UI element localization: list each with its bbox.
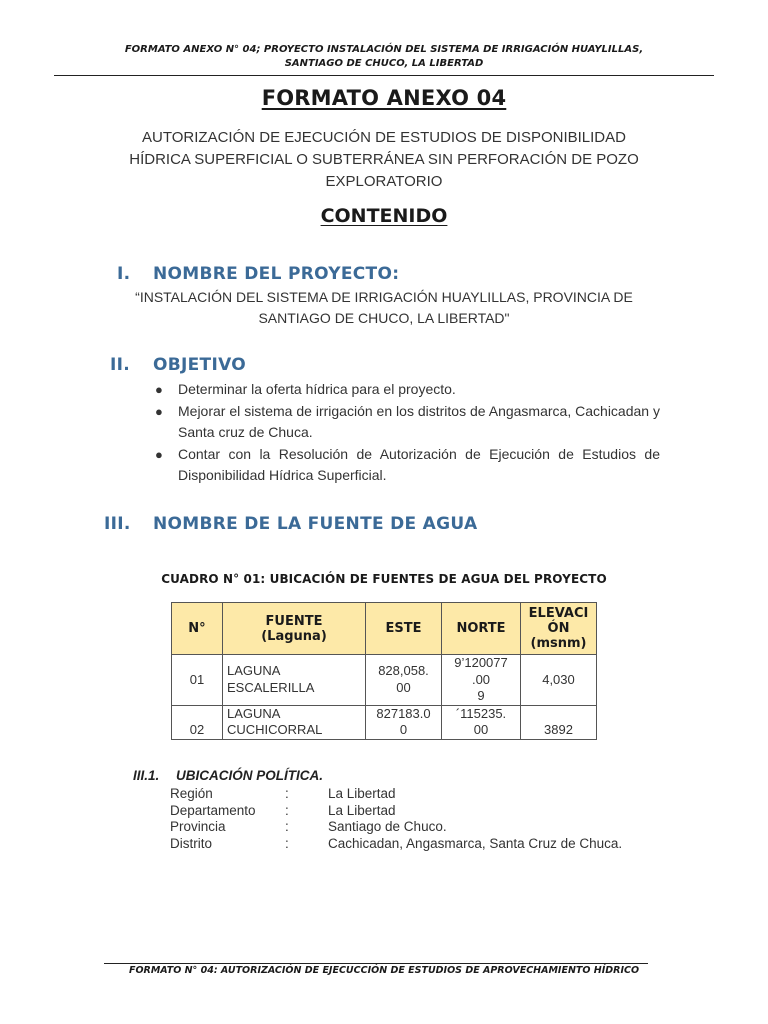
project-name xyxy=(110,287,658,329)
list-item: ● Mejorar el sistema de irrigación en los distritos de Angasmarca, Cachicadan y Santa cruz de Chuca. xyxy=(155,402,660,440)
subtitle-line-2: HÍDRICA SUPERFICIAL O SUBTERRÁNEA SIN PERFORACIÓN DE POZO xyxy=(129,151,639,168)
document-subtitle xyxy=(110,127,658,193)
list-item: ● Determinar la oferta hídrica para el proyecto. xyxy=(155,379,660,401)
table-row xyxy=(172,705,597,739)
page-footer: FORMATO N° 04: AUTORIZACIÓN DE EJECUCCIÓN DE ESTUDIOS DE APROVECHAMIENTO HÍDRICO xyxy=(128,965,640,976)
cell-fuente: LAGUNA CUCHICORRAL xyxy=(223,705,366,739)
list-item: ● Contar con la Resolución de Autorización de Ejecución de Estudios de Disponibilidad Hídrica Superficial. xyxy=(155,445,660,483)
objectives-list xyxy=(155,379,660,487)
header-norte: NORTE xyxy=(442,603,521,655)
section-3-heading xyxy=(104,514,477,534)
project-name-line-2: SANTIAGO DE CHUCO, LA LIBERTAD" xyxy=(258,310,510,326)
contenido-heading: CONTENIDO xyxy=(320,205,448,227)
bullet-icon: ● xyxy=(155,382,163,397)
section-1-number: I. xyxy=(117,264,131,284)
header-este: ESTE xyxy=(366,603,442,655)
bullet-icon: ● xyxy=(155,446,163,462)
page-header xyxy=(60,43,708,71)
table-header-row xyxy=(172,603,597,655)
section-2-heading xyxy=(110,355,246,375)
list-item: Provincia : Santiago de Chuco. xyxy=(170,819,447,834)
cell-elevacion: 4,030 xyxy=(521,655,597,706)
political-location xyxy=(170,786,690,852)
cell-n: 01 xyxy=(172,655,223,706)
table-caption: CUADRO N° 01: UBICACIÓN DE FUENTES DE AGUA DEL PROYECTO xyxy=(161,572,607,586)
cell-norte: ´115235. 00 xyxy=(442,705,521,739)
subtitle-line-3: EXPLORATORIO xyxy=(325,173,443,190)
water-sources-table xyxy=(171,602,597,740)
cell-este: 827183.0 0 xyxy=(366,705,442,739)
header-divider xyxy=(54,75,714,76)
section-2-title: OBJETIVO xyxy=(153,355,246,375)
list-item: Distrito : Cachicadan, Angasmarca, Santa Cruz de Chuca. xyxy=(170,835,623,851)
header-line-1: FORMATO ANEXO N° 04; PROYECTO INSTALACIÓN DEL SISTEMA DE IRRIGACIÓN HUAYLILLAS, xyxy=(124,44,644,55)
cell-elevacion: 3892 xyxy=(521,705,597,739)
cell-fuente: LAGUNA ESCALERILLA xyxy=(223,655,366,706)
section-3-number: III. xyxy=(104,514,131,534)
cell-este: 828,058. 00 xyxy=(366,655,442,706)
header-n: N° xyxy=(172,603,223,655)
list-item: Región : La Libertad xyxy=(170,786,396,801)
subtitle-line-1: AUTORIZACIÓN DE EJECUCIÓN DE ESTUDIOS DE DISPONIBILIDAD xyxy=(142,129,626,146)
bullet-icon: ● xyxy=(155,403,163,419)
section-3-title: NOMBRE DE LA FUENTE DE AGUA xyxy=(153,514,478,534)
section-1-heading xyxy=(117,264,399,284)
header-elevacion: ELEVACI ÓN (msnm) xyxy=(521,603,597,655)
subsection-number: III.1. xyxy=(133,768,160,783)
section-2-number: II. xyxy=(110,355,131,375)
subsection-heading xyxy=(133,768,323,783)
header-fuente: FUENTE (Laguna) xyxy=(223,603,366,655)
header-line-2: SANTIAGO DE CHUCO, LA LIBERTAD xyxy=(284,58,484,69)
cell-norte: 9’120077 .00 9 xyxy=(442,655,521,706)
footer-divider xyxy=(104,963,648,964)
document-title: FORMATO ANEXO 04 xyxy=(261,86,507,110)
cell-n: 02 xyxy=(172,705,223,739)
subsection-title: UBICACIÓN POLÍTICA. xyxy=(176,768,323,783)
section-1-title: NOMBRE DEL PROYECTO: xyxy=(153,264,400,284)
list-item: Departamento : La Libertad xyxy=(170,802,396,818)
project-name-line-1: “INSTALACIÓN DEL SISTEMA DE IRRIGACIÓN HUAYLILLAS, PROVINCIA DE xyxy=(135,289,633,305)
table-row xyxy=(172,655,597,706)
